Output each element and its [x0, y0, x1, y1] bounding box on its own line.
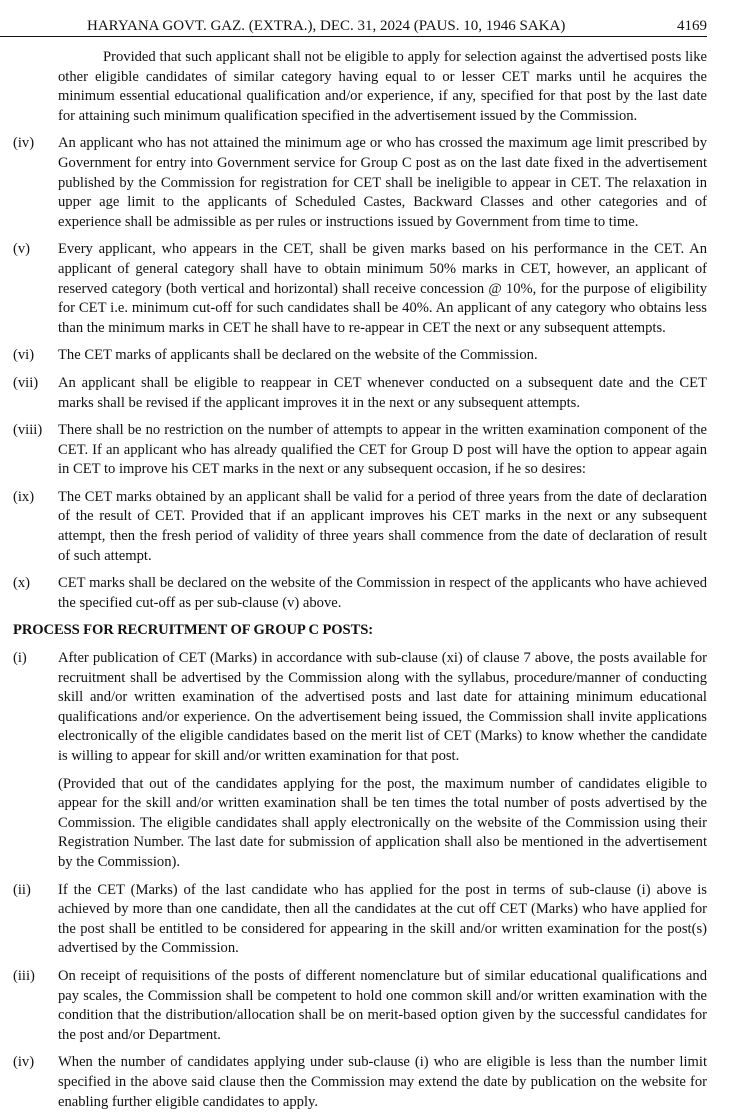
clause-number: (iii) — [13, 967, 35, 984]
clause-number: (ix) — [13, 488, 35, 505]
page-header — [0, 14, 707, 37]
clause-text: When the number of candidates applying under sub-clause (i) who are eligible is less than the number limit specified in the above said clause then the Commission may extend the date by publication on the website for enabling further eligible candidates to apply. — [58, 1054, 707, 1110]
clause-proviso: (Provided that out of the candidates applying for the post, the maximum number of candidates eligible to appear for the skill and/or written examination shall be ten times the total number of posts advertised by the Commission. The eligible candidates shall apply electronically on the website of the Commission using their Registration Number. The last date for submission of application shall also be mentioned in the advertisement by the Commission). — [58, 775, 707, 870]
clause-vii — [13, 374, 707, 413]
clause-text: An applicant shall be eligible to reappear in CET whenever conducted on a subsequent date and the CET marks shall be revised if the applicant improves it in the next or any subsequent attempts. — [58, 374, 707, 411]
clause-text: After publication of CET (Marks) in accordance with sub-clause (xi) of clause 7 above, the posts available for recruitment shall be advertised by the Commission along with the syllabus, procedure/manner of conducting skill and/or written examination of the advertised posts and last date for attaining minimum educational qualifications and/or experience. On the advertisement being issued, the Commission shall invite applications electronically of the eligible candidates based on the merit list of CET (Marks) to know whether the candidate is willing to appear for skill and/or written examination for that post. — [58, 650, 707, 764]
clause-number: (vi) — [13, 347, 35, 364]
clause-body — [58, 649, 707, 873]
gazette-title: HARYANA GOVT. GAZ. (EXTRA.), DEC. 31, 2024 (PAUS. 10, 1946 SAKA) — [87, 18, 566, 34]
clause-text: The CET marks obtained by an applicant shall be valid for a period of three years from the date of declaration of the result of CET. Provided that if an applicant improves his CET marks in the next or any subsequent attempt, then the fresh period of validity of three years shall commence from the date of declaration of result of such attempt. — [58, 488, 707, 564]
document-body — [13, 48, 707, 1120]
clause-text: The CET marks of applicants shall be declared on the website of the Commission. — [58, 347, 538, 364]
clause-text: CET marks shall be declared on the website of the Commission in respect of the applicants who have achieved the specified cut-off as per sub-clause (v) above. — [58, 575, 707, 611]
recruitment-clause-iv — [13, 1053, 707, 1112]
clause-text: On receipt of requisitions of the posts of different nomenclature but of similar educational qualifications and pay scales, the Commission shall be competent to hold one common skill and/or written examination with the condition that the distribution/allocation shall be on merit-based option given by the successful candidates for the post and/or Department. — [58, 967, 707, 1043]
clause-number: (iv) — [13, 1054, 35, 1071]
clause-number: (x) — [13, 575, 31, 592]
clause-number: (vii) — [13, 374, 39, 391]
clause-text: An applicant who has not attained the minimum age or who has crossed the maximum age limit prescribed by Government for entry into Government service for Group C post as on the last date fixed in the advertisement published by the Commission for registration for CET shall be ineligible to appear in CET. The relaxation in upper age limit to the applicants of Scheduled Castes, Backward Classes and other categories and of experience shall be admissible as per rules or instructions issued by Government from time to time. — [58, 135, 707, 230]
clause-viii — [13, 421, 707, 480]
recruitment-clause-i — [13, 649, 707, 873]
clause-x — [13, 574, 707, 613]
recruitment-clause-iii — [13, 967, 707, 1045]
clause-number: (i) — [13, 650, 27, 667]
clause-number: (ii) — [13, 881, 31, 898]
clause-text: Every applicant, who appears in the CET, shall be given marks based on his performance in the CET. An applicant of general category shall have to obtain minimum 50% marks in CET, however, an applicant of reserved category (both vertical and horizontal) shall receive concession @ 10%, for the purpose of eligibility for CET i.e. minimum cut-off for such candidates shall be 40%. An applicant of any category who obtains less than the minimum marks in CET he shall have to re-appear in CET the next or any subsequent attempts. — [58, 241, 707, 336]
clause-number: (viii) — [13, 422, 43, 439]
recruitment-clause-ii — [13, 881, 707, 959]
clause-vi — [13, 346, 707, 366]
clause-v — [13, 240, 707, 338]
proviso-paragraph: Provided that such applicant shall not be eligible to apply for selection against the advertised posts like other eligible candidates of similar category having equal to or lesser CET marks until he acquires the minimum essential educational qualification and/or experience, if any, specified for that post by the last date for attaining such minimum qualification specified in the advertisement issued by the Commission. — [58, 49, 707, 124]
section-heading: PROCESS FOR RECRUITMENT OF GROUP C POSTS: — [13, 622, 373, 639]
clause-ix — [13, 488, 707, 566]
page-number: 4169 — [677, 18, 707, 34]
clause-text: If the CET (Marks) of the last candidate who has applied for the post in terms of sub-clause (i) above is achieved by more than one candidate, then all the candidates at the cut off CET (Marks) who have applied for the post shall be entitled to be considered for appearing in the skill and/or written examination for the post(s) advertised by the Commission. — [58, 881, 707, 957]
clause-iv — [13, 134, 707, 232]
clause-number: (iv) — [13, 135, 35, 152]
clause-number: (v) — [13, 241, 31, 258]
clause-text: There shall be no restriction on the number of attempts to appear in the written examination component of the CET. If an applicant who has already qualified the CET for Group D post will have the option to appear again in CET to improve his CET marks in the next or any subsequent occasion, if he so desires: — [58, 422, 707, 478]
